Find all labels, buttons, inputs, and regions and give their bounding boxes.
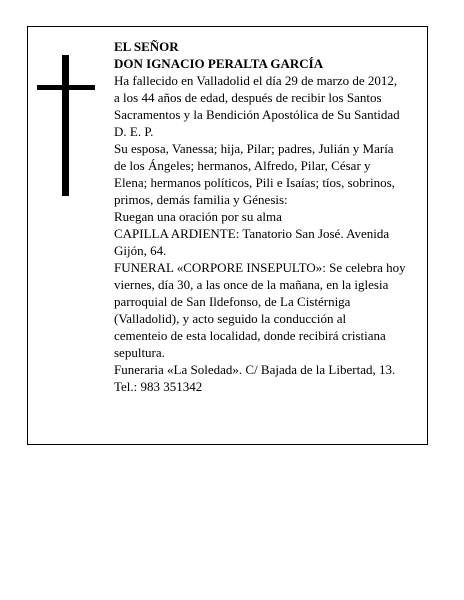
notice-line: de los Ángeles; hermanos, Alfredo, Pilar, César y — [114, 158, 371, 173]
notice-line: Elena; hermanos políticos, Pili e Isaías; tíos, sobrinos, — [114, 175, 395, 190]
notice-line: CAPILLA ARDIENTE: Tanatorio San José. Avenida — [114, 226, 390, 241]
notice-line: viernes, día 30, a las once de la mañana, en la iglesia — [114, 277, 389, 292]
notice-line: Ha fallecido en Valladolid el día 29 de marzo de 2012, — [114, 73, 398, 88]
notice-line: cementeio de esta localidad, donde recibirá cristiana — [114, 328, 386, 343]
notice-line: sepultura. — [114, 345, 165, 360]
obituary-text — [114, 38, 428, 395]
notice-line: Funeraria «La Soledad». C/ Bajada de la Libertad, 13. — [114, 362, 396, 377]
cross-icon-crossbar — [37, 85, 95, 90]
notice-line: primos, demás familia y Génesis: — [114, 192, 288, 207]
cross-icon — [62, 55, 69, 196]
notice-line: FUNERAL «CORPORE INSEPULTO»: Se celebra hoy — [114, 260, 406, 275]
notice-line: Su esposa, Vanessa; hija, Pilar; padres, Julián y María — [114, 141, 394, 156]
notice-line: a los 44 años de edad, después de recibir los Santos — [114, 90, 382, 105]
notice-line: Gijón, 64. — [114, 243, 167, 258]
notice-line: Tel.: 983 351342 — [114, 379, 203, 394]
notice-line: D. E. P. — [114, 124, 154, 139]
notice-line: Sacramentos y la Bendición Apostólica de Su Santidad — [114, 107, 400, 122]
notice-line: Ruegan una oración por su alma — [114, 209, 282, 224]
notice-line: (Valladolid), y acto seguido la conducción al — [114, 311, 347, 326]
notice-line: parroquial de San Ildefonso, de La Cistérniga — [114, 294, 351, 309]
notice-title: EL SEÑOR — [114, 39, 179, 54]
deceased-name: DON IGNACIO PERALTA GARCÍA — [114, 56, 324, 71]
